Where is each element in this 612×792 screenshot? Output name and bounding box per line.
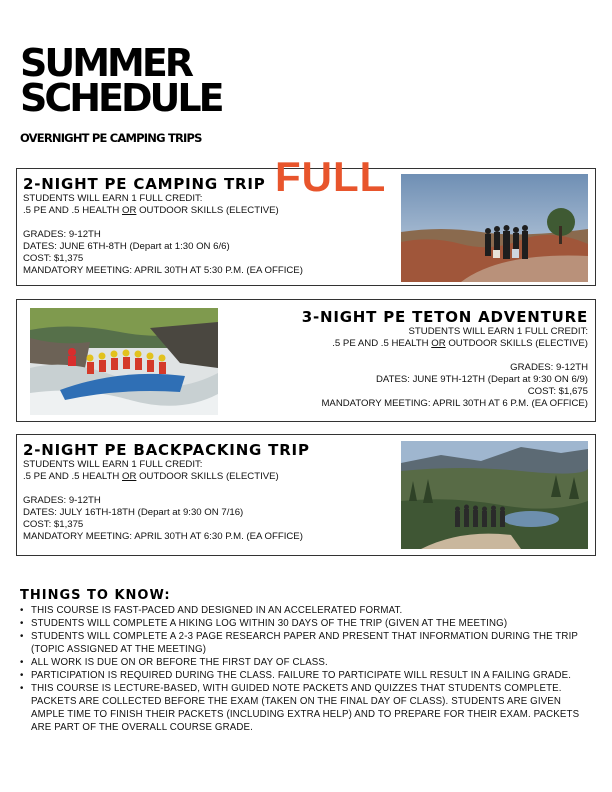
trip-credit-breakdown	[302, 338, 588, 350]
things-to-know-list	[20, 604, 595, 734]
trip-grades: GRADES: 9-12TH	[23, 495, 101, 506]
title-line-1: SUMMER	[20, 41, 192, 85]
credit-or: OR	[122, 471, 137, 482]
trip-details	[23, 175, 303, 277]
list-item: • THIS COURSE IS LECTURE-BASED, WITH GUIDED NOTE PACKETS AND QUIZZES THAT STUDENTS COMPLETE. PACKETS ARE COLLECTED BEFORE THE EXAM (TAKEN ON THE FINAL DAY OF CLASS). STUDENTS ARE GIVEN AMPLE TIME TO FINISH THEIR PACKETS (INCLUDING EXTRA HELP) AND TO PREPARE FOR THEIR EXAM. PACKETS ARE PART OF THE OVERALL COURSE GRADE.	[20, 682, 595, 734]
dates-main: DATES: JUNE 6TH-8TH	[23, 241, 127, 252]
trip-title: 3-NIGHT PE TETON ADVENTURE	[301, 308, 588, 326]
credit-prefix: .5 PE AND .5 HEALTH	[23, 471, 120, 482]
trip-details	[23, 441, 310, 543]
trip-title: 2-NIGHT PE CAMPING TRIP	[23, 175, 266, 193]
full-stamp: FULL	[275, 153, 387, 200]
trip-dates	[23, 241, 303, 253]
trip-title: 2-NIGHT PE BACKPACKING TRIP	[23, 441, 310, 459]
page-title	[20, 41, 222, 120]
title-line-2: SCHEDULE	[20, 76, 222, 120]
trip-meeting: MANDATORY MEETING: APRIL 30TH AT 6 P.M. (EA OFFICE)	[321, 398, 588, 409]
credit-suffix: OUTDOOR SKILLS (ELECTIVE)	[448, 338, 588, 349]
credit-or: OR	[122, 205, 137, 216]
credit-suffix: OUTDOOR SKILLS (ELECTIVE)	[139, 205, 279, 216]
dates-note: (Depart at 1:30 ON 6/6)	[129, 241, 230, 252]
dates-note: (Depart at 9:30 ON 6/9)	[487, 374, 588, 385]
trip-cost: COST: $1,375	[23, 253, 84, 264]
dates-note: (Depart at 9:30 ON 7/16)	[137, 507, 244, 518]
credit-or: OR	[431, 338, 446, 349]
trip-details	[302, 308, 588, 410]
list-item: • ALL WORK IS DUE ON OR BEFORE THE FIRST DAY OF CLASS.	[20, 656, 595, 669]
trip-photo-mountain-lake	[401, 441, 588, 549]
trip-cost: COST: $1,375	[23, 519, 84, 530]
trip-credit-breakdown	[23, 205, 303, 217]
dates-main: DATES: JUNE 9TH-12TH	[375, 374, 486, 385]
trip-credit-line: STUDENTS WILL EARN 1 FULL CREDIT:	[408, 326, 588, 337]
trip-card-teton	[16, 299, 596, 422]
credit-prefix: .5 PE AND .5 HEALTH	[23, 205, 120, 216]
trip-meeting: MANDATORY MEETING: APRIL 30TH AT 5:30 P.M. (EA OFFICE)	[23, 265, 303, 276]
trip-photo-rafting	[30, 308, 218, 415]
page-subtitle: OVERNIGHT PE CAMPING TRIPS	[20, 131, 202, 145]
list-item: • THIS COURSE IS FAST-PACED AND DESIGNED IN AN ACCELERATED FORMAT.	[20, 604, 595, 617]
list-item: • STUDENTS WILL COMPLETE A 2-3 PAGE RESEARCH PAPER AND PRESENT THAT INFORMATION DURING THE TRIP (TOPIC ASSIGNED AT THE MEETING)	[20, 630, 595, 656]
trip-grades: GRADES: 9-12TH	[510, 362, 588, 373]
list-item: • STUDENTS WILL COMPLETE A HIKING LOG WITHIN 30 DAYS OF THE TRIP (GIVEN AT THE MEETING)	[20, 617, 595, 630]
dates-main: DATES: JULY 16TH-18TH	[23, 507, 135, 518]
trip-grades: GRADES: 9-12TH	[23, 229, 101, 240]
things-to-know-heading: THINGS TO KNOW:	[20, 588, 171, 603]
list-item: • PARTICIPATION IS REQUIRED DURING THE CLASS. FAILURE TO PARTICIPATE WILL RESULT IN A FAILING GRADE.	[20, 669, 595, 682]
trip-dates	[302, 374, 588, 386]
trip-credit-line: STUDENTS WILL EARN 1 FULL CREDIT:	[23, 459, 203, 470]
trip-credit-breakdown	[23, 471, 310, 483]
trip-photo-group-overlook	[401, 174, 588, 282]
trip-meeting: MANDATORY MEETING: APRIL 30TH AT 6:30 P.M. (EA OFFICE)	[23, 531, 303, 542]
credit-suffix: OUTDOOR SKILLS (ELECTIVE)	[139, 471, 279, 482]
trip-card-backpacking	[16, 434, 596, 556]
trip-credit-line: STUDENTS WILL EARN 1 FULL CREDIT:	[23, 193, 203, 204]
trip-cost: COST: $1,675	[527, 386, 588, 397]
credit-prefix: .5 PE AND .5 HEALTH	[332, 338, 429, 349]
trip-dates	[23, 507, 310, 519]
